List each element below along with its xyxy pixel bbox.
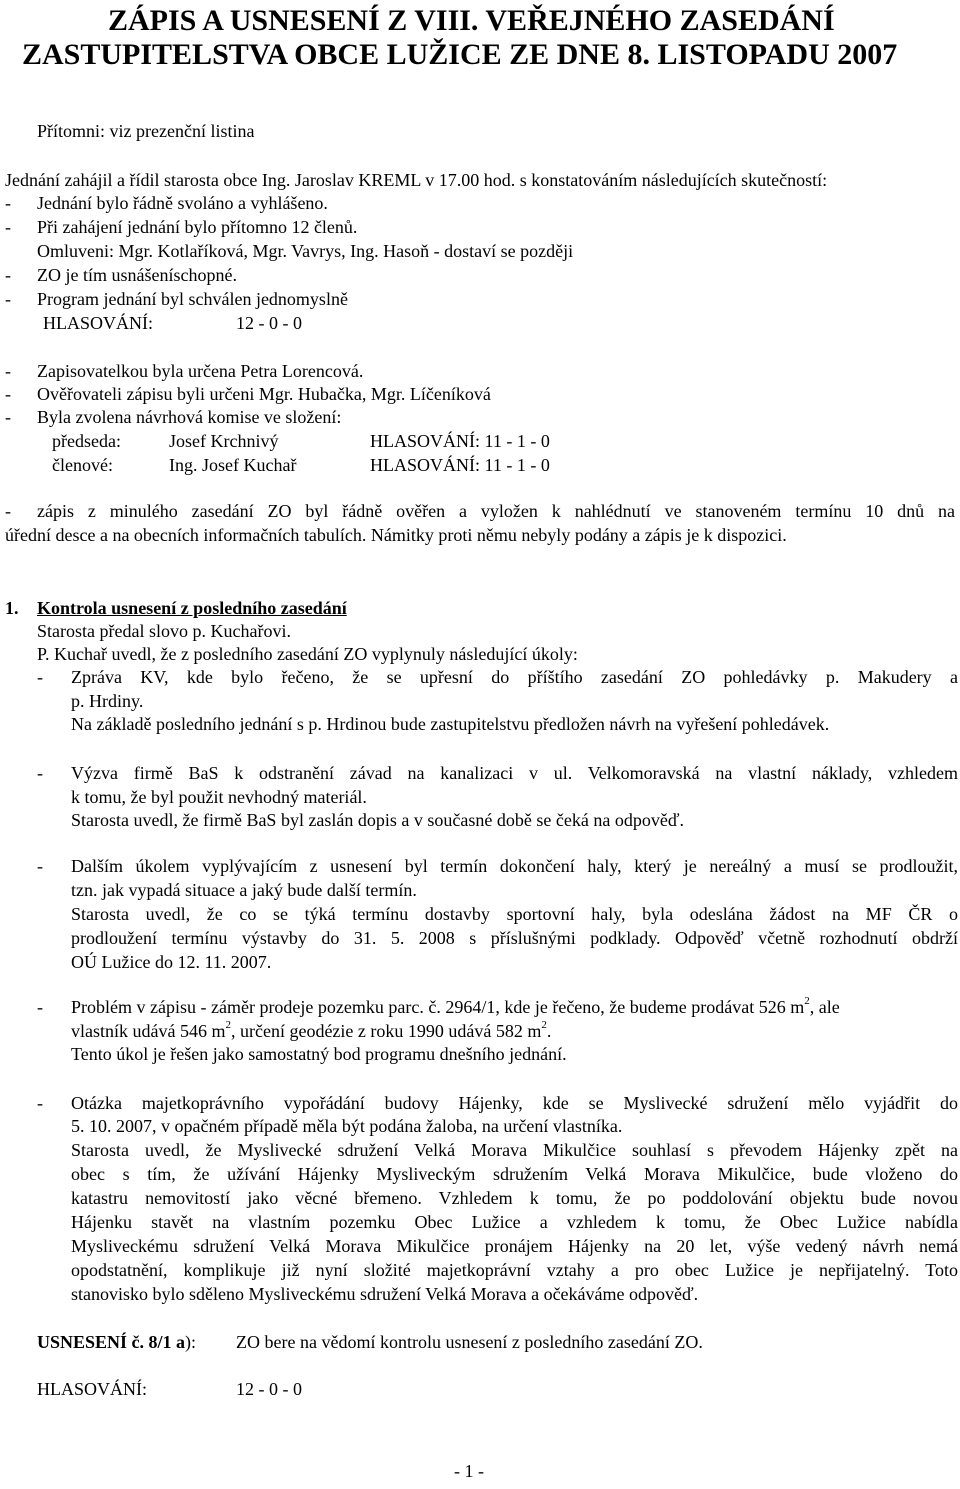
committee-chair-vote: HLASOVÁNÍ: 11 - 1 - 0 — [370, 431, 550, 451]
fact-recorder: Zapisovatelkou byla určena Petra Lorencová. — [37, 361, 364, 381]
resolution-label: USNESENÍ č. 8/1 a — [37, 1332, 186, 1352]
document-title-line-1: ZÁPIS A USNESENÍ Z VIII. VEŘEJNÉHO ZASEDÁNÍ — [108, 4, 835, 37]
item-5-line-8: opodstatnění, komplikuje již nyní složité majetkoprávní vztahy a pro obec Lužice je nepřijatelný. Toto — [71, 1260, 958, 1280]
list-dash: - — [37, 1093, 43, 1113]
fact-quorum: ZO je tím usnášeníschopné. — [37, 265, 237, 285]
committee-members-vote: HLASOVÁNÍ: 11 - 1 - 0 — [370, 455, 550, 475]
item-4-line-1 — [71, 996, 840, 1018]
minutes-note-line-1: zápis z minulého zasedání ZO byl řádně ověřen a vyložen k nahlédnutí ve stanoveném termínu 10 dnů na — [37, 501, 955, 521]
item-1-line-3: Na základě posledního jednání s p. Hrdinou bude zastupitelstvu předložen návrh na vyřešení pohledávek. — [71, 714, 830, 734]
committee-members-role: členové: — [52, 455, 113, 475]
list-dash: - — [5, 193, 11, 213]
item-4-line-2-mid: , určení geodézie z roku 1990 udává 582 m — [230, 1021, 542, 1041]
item-2-line-2: k tomu, že byl použit nevhodný materiál. — [71, 787, 367, 807]
committee-chair-role: předseda: — [52, 431, 121, 451]
item-3-line-1: Dalším úkolem vyplývajícím z usnesení byl termín dokončení haly, který je nereálný a musí se prodloužit, — [71, 856, 958, 876]
opening-line: Jednání zahájil a řídil starosta obce Ing. Jaroslav KREML v 17.00 hod. s konstatováním následujících skutečností: — [5, 170, 828, 190]
item-3-line-3: Starosta uvedl, že co se týká termínu dostavby sportovní haly, byla odeslána žádost na MF ČR o — [71, 904, 958, 924]
fact-convened: Jednání bylo řádně svoláno a vyhlášeno. — [37, 193, 328, 213]
committee-members-name: Ing. Josef Kuchař — [169, 455, 297, 475]
fact-committee: Byla zvolena návrhová komise ve složení: — [37, 407, 342, 427]
item-3-line-2: tzn. jak vypadá situace a jaký bude další termín. — [71, 880, 417, 900]
committee-chair-name: Josef Krchnivý — [169, 431, 279, 451]
superscript-2: 2 — [225, 1019, 231, 1031]
item-4-line-1-end: , ale — [809, 997, 840, 1017]
superscript-2: 2 — [541, 1019, 547, 1031]
fact-present: Při zahájení jednání bylo přítomno 12 členů. — [37, 217, 358, 237]
resolution-text: ZO bere na vědomí kontrolu usnesení z posledního zasedání ZO. — [236, 1332, 703, 1352]
resolution-vote-label: HLASOVÁNÍ: — [37, 1379, 147, 1399]
item-5-line-7: Mysliveckému sdružení Velká Morava Mikulčice pronájem Hájenky na 20 let, výše vedený návrh nemá — [71, 1236, 958, 1256]
list-dash: - — [37, 667, 43, 687]
fact-program-approved: Program jednání byl schválen jednomyslně — [37, 289, 348, 309]
section-intro: Starosta předal slovo p. Kuchařovi. — [37, 621, 291, 641]
item-3-line-5: OÚ Lužice do 12. 11. 2007. — [71, 952, 272, 972]
item-4-line-2-end: . — [546, 1021, 552, 1041]
item-5-line-1: Otázka majetkoprávního vypořádání budovy Hájenky, kde se Myslivecké sdružení mělo vyjádřit do — [71, 1093, 958, 1113]
item-4-line-2-text: vlastník udává 546 m — [71, 1021, 226, 1041]
section-lead: P. Kuchař uvedl, že z posledního zasedání ZO vyplynuly následující úkoly: — [37, 644, 578, 664]
attendance-line: Přítomni: viz prezenční listina — [37, 121, 255, 141]
list-dash: - — [5, 217, 11, 237]
list-dash: - — [37, 763, 43, 783]
minutes-note-line-2: úřední desce a na obecních informačních tabulích. Námitky proti němu nebyly podány a zápis je k dispozici. — [5, 525, 787, 545]
list-dash: - — [5, 501, 11, 521]
item-5-line-4: obec s tím, že užívání Hájenky Mysliveckým sdružením Velká Morava Mikulčice, bude vloženo do — [71, 1164, 958, 1184]
item-5-line-3: Starosta uvedl, že Myslivecké sdružení Velká Morava Mikulčice souhlasí s převodem Hájenky zpět na — [71, 1140, 958, 1160]
list-dash: - — [37, 997, 43, 1017]
list-dash: - — [5, 407, 11, 427]
list-dash: - — [37, 856, 43, 876]
superscript-2: 2 — [804, 995, 810, 1007]
vote-label: HLASOVÁNÍ: — [43, 313, 153, 333]
list-dash: - — [5, 289, 11, 309]
vote-program-result: 12 - 0 - 0 — [236, 313, 302, 333]
page-number: - 1 - — [454, 1461, 484, 1481]
list-dash: - — [5, 384, 11, 404]
item-5-line-9: stanovisko bylo sděleno Mysliveckému sdružení Velká Morava a očekáváme odpověď. — [71, 1284, 699, 1304]
item-5-line-6: Hájenku stavět na vlastním pozemku Obec Lužice a vzhledem k tomu, že Obec Lužice nabídla — [71, 1212, 958, 1232]
item-4-line-2 — [71, 1020, 551, 1042]
item-1-line-1: Zpráva KV, kde bylo řečeno, že se upřesní do příštího zasedání ZO pohledávky p. Makudery a — [71, 667, 958, 687]
item-2-line-1: Výzva firmě BaS k odstranění závad na kanalizaci v ul. Velkomoravská na vlastní náklady, vzhledem — [71, 763, 958, 783]
section-heading: Kontrola usnesení z posledního zasedání — [37, 598, 347, 618]
item-2-line-3: Starosta uvedl, že firmě BaS byl zaslán dopis a v současné době se čeká na odpověď. — [71, 810, 684, 830]
section-number: 1. — [5, 598, 19, 618]
item-5-line-2: 5. 10. 2007, v opačném případě měla být podána žaloba, na určení vlastníka. — [71, 1116, 623, 1136]
fact-excused: Omluveni: Mgr. Kotlaříková, Mgr. Vavrys, Ing. Hasoň - dostaví se později — [37, 241, 574, 261]
list-dash: - — [5, 265, 11, 285]
item-5-line-5: katastru nemovitostí jako věcné břemeno. Vzhledem k tomu, že po poddolování objektu bude novou — [71, 1188, 958, 1208]
resolution-suffix: ): — [185, 1332, 197, 1352]
document-title-line-2: ZASTUPITELSTVA OBCE LUŽICE ZE DNE 8. LISTOPADU 2007 — [22, 38, 898, 71]
item-3-line-4: prodloužení termínu výstavby do 31. 5. 2008 s příslušnými podklady. Odpověď včetně rozhodnutí obdrží — [71, 928, 958, 948]
list-dash: - — [5, 361, 11, 381]
fact-verifiers: Ověřovateli zápisu byli určeni Mgr. Hubačka, Mgr. Líčeníková — [37, 384, 491, 404]
item-4-line-3: Tento úkol je řešen jako samostatný bod programu dnešního jednání. — [71, 1044, 567, 1064]
resolution-vote-value: 12 - 0 - 0 — [236, 1379, 302, 1399]
item-4-line-1-text: Problém v zápisu - záměr prodeje pozemku parc. č. 2964/1, kde je řečeno, že budeme prodávat 526 m — [71, 997, 805, 1017]
item-1-line-2: p. Hrdiny. — [71, 691, 144, 711]
resolution-line — [37, 1331, 196, 1353]
